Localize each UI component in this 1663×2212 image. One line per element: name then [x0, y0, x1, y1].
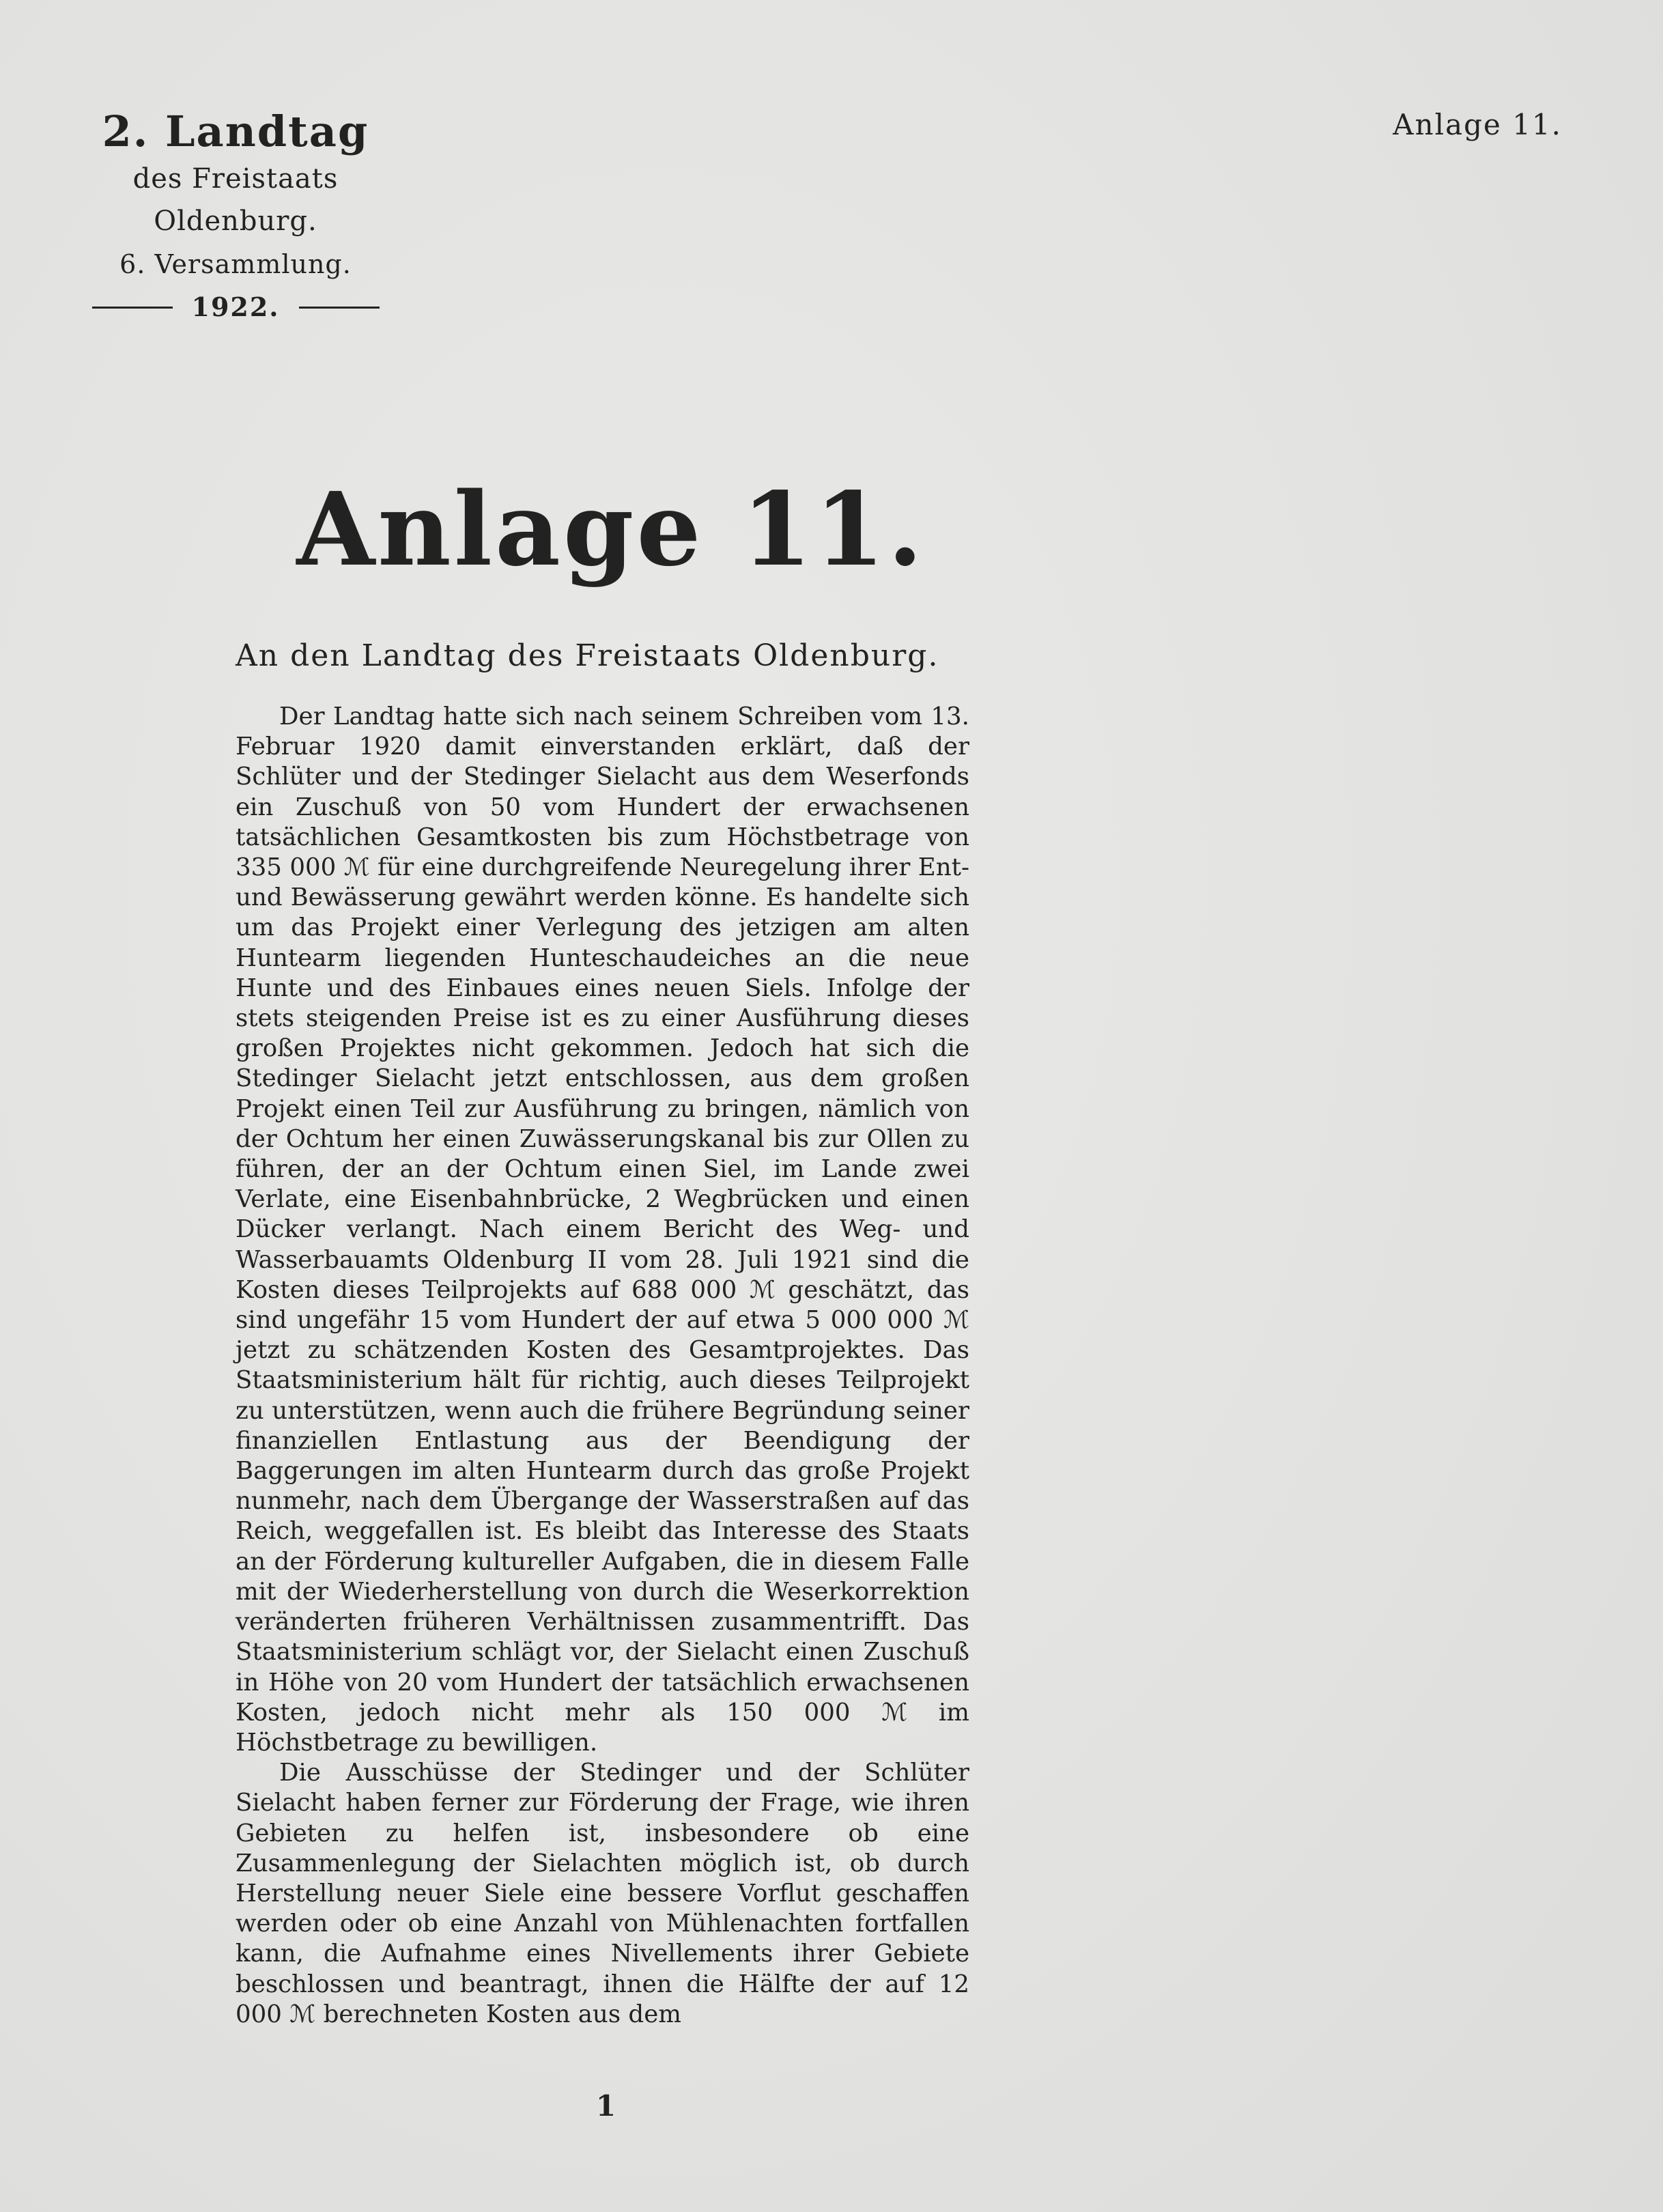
- rule-left: [92, 307, 173, 309]
- year-label: 1922.: [191, 292, 280, 322]
- rule-right: [299, 307, 380, 309]
- paragraph: Der Landtag hatte sich nach seinem Schreiben vom 13. Februar 1920 damit einverstanden erklärt, daß der Schlüter und der Stedinger Sielacht aus dem Weserfonds ein Zuschuß von 50 vom Hundert der erwachsenen tatsächlichen Gesamtkosten bis zum Höchstbetrage von 335 000 ℳ für eine durchgreifende Neuregelung ihrer Ent- und Bewässerung gewährt werden könne. Es handelte sich um das Projekt einer Verlegung des jetzigen am alten Huntearm liegenden Hunteschaudeiches an die neue Hunte und des Einbaues eines neuen Siels. Infolge der stets steigenden Preise ist es zu einer Ausführung dieses großen Projektes nicht gekommen. Jedoch hat sich die Stedinger Sielacht jetzt entschlossen, aus dem großen Projekt einen Teil zur Ausführung zu bringen, nämlich von der Ochtum her einen Zuwässerungskanal bis zur Ollen zu führen, der an der Ochtum einen Siel, im Lande zwei Verlate, eine Eisenbahnbrücke, 2 Wegbrücken und einen Dücker verlangt. Nach einem Bericht des Weg- und Wasserbauamts Oldenburg II vom 28. Juli 1921 sind die Kosten dieses Teilprojekts auf 688 000 ℳ geschätzt, das sind ungefähr 15 vom Hundert der auf etwa 5 000 000 ℳ jetzt zu schätzenden Kosten des Gesamtprojektes. Das Staatsministerium hält für richtig, auch dieses Teilprojekt zu unterstützen, wenn auch die frühere Begründung seiner finanziellen Entlastung aus der Beendigung der Baggerungen im alten Huntearm durch das große Projekt nunmehr, nach dem Übergange der Wasserstraßen auf das Reich, weggefallen ist. Es bleibt das Interesse des Staats an der Förderung kultureller Aufgaben, die in diesem Falle mit der Wiederherstellung von durch die Weserkorrektion veränderten früheren Verhältnissen zusammentrifft. Das Staatsministerium schlägt vor, der Sielacht einen Zuschuß in Höhe von 20 vom Hundert der tatsächlich erwachsenen Kosten, jedoch nicht mehr als 150 000 ℳ im Höchstbetrage zu bewilligen.: [236, 703, 969, 1757]
- annex-label: Anlage 11.: [1393, 108, 1562, 141]
- page-number: 1: [595, 2089, 616, 2123]
- session-label: 6. Versammlung.: [119, 249, 352, 279]
- document-title: Anlage 11.: [296, 470, 926, 589]
- body-text: [236, 702, 969, 2030]
- parliament-title: 2. Landtag: [102, 107, 369, 156]
- parliament-subtitle: des Freistaats Oldenburg.: [132, 163, 339, 237]
- year-row: [75, 289, 396, 326]
- paragraph: Die Ausschüsse der Stedinger und der Schlüter Sielacht haben ferner zur Förderung der Frage, wie ihren Gebieten zu helfen ist, insbesondere ob eine Zusammenlegung der Sielachten möglich ist, ob durch Herstellung neuer Siele eine bessere Vorflut geschaffen werden oder ob eine Anzahl von Mühlenachten fortfallen kann, die Aufnahme eines Nivellements ihrer Gebiete beschlossen und beantragt, ihnen die Hälfte der auf 12 000 ℳ berechneten Kosten aus dem: [236, 1759, 969, 2028]
- header-block: [75, 106, 396, 326]
- address-line: An den Landtag des Freistaats Oldenburg.: [236, 638, 939, 673]
